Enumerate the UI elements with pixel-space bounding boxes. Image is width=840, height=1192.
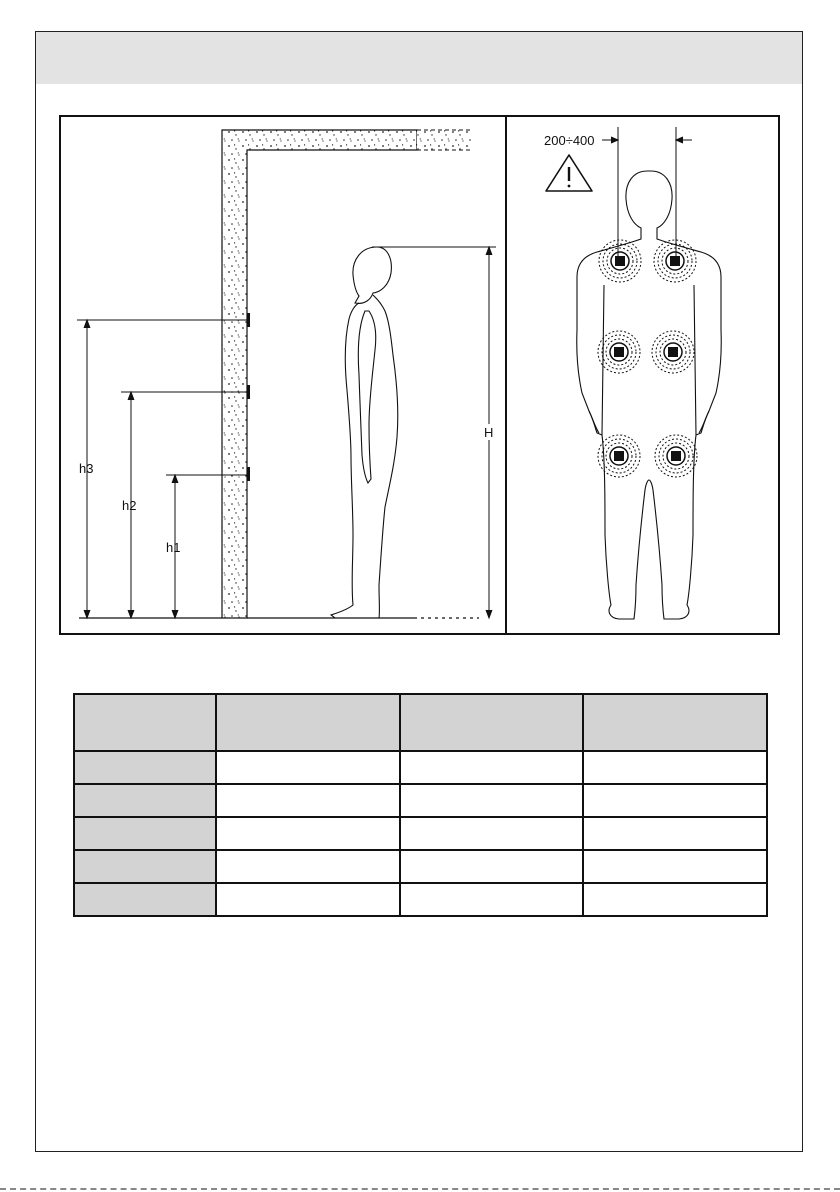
table-cell <box>216 850 400 883</box>
speaker-left-shoulder <box>599 240 641 282</box>
wall-section <box>222 130 472 618</box>
header-band <box>36 32 802 84</box>
speaker-left-knee <box>598 435 640 477</box>
wall-device-top <box>247 313 250 327</box>
bottom-cut-line <box>0 1188 840 1190</box>
table-cell <box>583 784 767 817</box>
front-view-person <box>577 171 722 619</box>
row-header-cell <box>74 751 216 784</box>
installation-height-diagram <box>59 115 780 635</box>
height-table <box>73 693 766 917</box>
front-view-panel <box>506 116 779 634</box>
header-cell <box>216 694 400 751</box>
speaker-right-knee <box>655 435 697 477</box>
warning-triangle-icon <box>546 155 592 191</box>
spacing-label: 200÷400 <box>544 133 595 148</box>
table-cell <box>583 850 767 883</box>
table-cell <box>400 784 583 817</box>
wall-device-bottom <box>247 467 250 481</box>
side-view-panel <box>60 116 506 634</box>
table-cell <box>216 751 400 784</box>
table-cell <box>216 883 400 916</box>
table-cell <box>583 817 767 850</box>
header-cell <box>400 694 583 751</box>
table-cell <box>583 883 767 916</box>
table-cell <box>400 817 583 850</box>
table-row <box>74 850 767 883</box>
row-header-cell <box>74 883 216 916</box>
row-header-cell <box>74 817 216 850</box>
h2-label: h2 <box>122 498 137 513</box>
header-cell <box>583 694 767 751</box>
table-cell <box>400 850 583 883</box>
table-cell <box>583 751 767 784</box>
h1-label: h1 <box>166 540 181 555</box>
wall-device-middle <box>247 385 250 399</box>
table-cell <box>216 817 400 850</box>
H-dimension <box>372 247 496 618</box>
header-cell <box>74 694 216 751</box>
table-row <box>74 817 767 850</box>
speaker-right-chest <box>652 331 694 373</box>
speaker-right-shoulder <box>654 240 696 282</box>
table-cell <box>400 883 583 916</box>
H-label: H <box>484 425 494 440</box>
table-row <box>74 751 767 784</box>
h3-label: h3 <box>79 461 94 476</box>
table-cell <box>400 751 583 784</box>
table-cell <box>216 784 400 817</box>
side-view-person <box>331 247 398 618</box>
row-header-cell <box>74 784 216 817</box>
table-row <box>74 883 767 916</box>
table-row <box>74 784 767 817</box>
speaker-left-chest <box>598 331 640 373</box>
row-header-cell <box>74 850 216 883</box>
table-header-row <box>74 694 767 751</box>
